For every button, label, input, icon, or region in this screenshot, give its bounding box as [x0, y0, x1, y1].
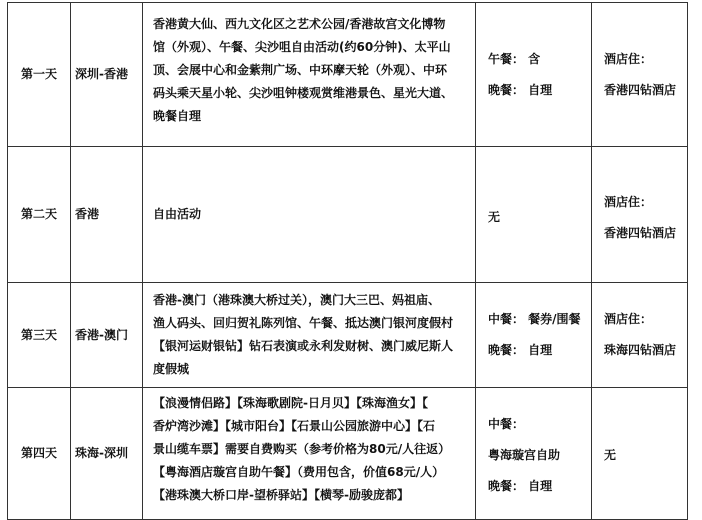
- hotel-cell: [592, 283, 688, 388]
- hotel-line: 酒店住：: [604, 194, 653, 209]
- detail-line: 顶、会展中心和金紫荆广场、中环摩天轮（外观）、中环: [153, 63, 448, 77]
- itinerary-detail-cell: [143, 147, 476, 283]
- hotel-line: 无: [604, 448, 617, 462]
- detail-line: 自由活动: [153, 207, 202, 221]
- table-row-day-2: [8, 147, 688, 283]
- table-row-day-4: [8, 388, 688, 520]
- meal-cell: [476, 3, 592, 147]
- meal-line: 晚餐： 自理: [488, 82, 553, 97]
- detail-line: 香港-澳门（港珠澳大桥过关），澳门大三巴、妈祖庙、: [153, 293, 440, 307]
- meal-cell: [476, 147, 592, 283]
- meal-cell: [476, 388, 592, 520]
- day-cell: 第二天: [8, 147, 71, 283]
- route-cell: 香港-澳门: [71, 283, 143, 388]
- detail-line: 香炉湾沙滩】【城市阳台】【石景山公园旅游中心】【石: [153, 419, 436, 433]
- detail-line: 景山缆车票】需要自费购买（参考价格为80元/人往返）: [153, 442, 451, 456]
- day-cell: 第三天: [8, 283, 71, 388]
- detail-line: 馆（外观）、午餐、尖沙咀自由活动(约60分钟)、太平山: [153, 40, 451, 54]
- route-cell: 香港: [71, 147, 143, 283]
- hotel-cell: [592, 147, 688, 283]
- detail-line: 【浪漫情侣路】【珠海歌剧院-日月贝】【珠海渔女】【: [153, 396, 428, 410]
- detail-line: 渔人码头、回归贺礼陈列馆、午餐、抵达澳门银河度假村: [153, 316, 454, 330]
- hotel-line: 香港四钻酒店: [604, 82, 677, 97]
- table-row-day-3: [8, 283, 688, 388]
- itinerary-table: [7, 2, 688, 520]
- table-row-day-1: [8, 3, 688, 147]
- detail-line: 香港黄大仙、西九文化区之艺术公园/香港故宫文化博物: [153, 17, 446, 31]
- itinerary-detail-cell: [143, 3, 476, 147]
- meal-line: 午餐： 含: [488, 51, 541, 66]
- hotel-line: 酒店住：: [604, 51, 653, 66]
- detail-line: 【粤海酒店璇宫自助午餐】（费用包含，价值68元/人）: [153, 465, 445, 479]
- meal-line: 中餐：: [488, 417, 525, 431]
- meal-line: 晚餐： 自理: [488, 479, 553, 493]
- meal-line: 中餐： 餐券/围餐: [488, 312, 581, 326]
- itinerary-detail-cell: [143, 388, 476, 520]
- hotel-line: 珠海四钻酒店: [604, 343, 677, 357]
- meal-line: 粤海璇宫自助: [488, 448, 561, 462]
- detail-line: 【银河运财银钻】钻石表演或永利发财树、澳门威尼斯人: [153, 339, 454, 353]
- detail-line: 【港珠澳大桥口岸-望桥驿站】【横琴-励骏庞都】: [153, 488, 409, 502]
- hotel-line: 香港四钻酒店: [604, 225, 677, 240]
- meal-line: 无: [488, 210, 501, 224]
- hotel-line: 酒店住：: [604, 312, 653, 326]
- detail-line: 码头乘天星小轮、尖沙咀钟楼观赏维港景色、星光大道、: [153, 86, 454, 100]
- meal-cell: [476, 283, 592, 388]
- hotel-cell: [592, 388, 688, 520]
- route-cell: 深圳-香港: [71, 3, 143, 147]
- day-cell: 第一天: [8, 3, 71, 147]
- meal-line: 晚餐： 自理: [488, 343, 553, 357]
- itinerary-detail-cell: [143, 283, 476, 388]
- route-cell: 珠海-深圳: [71, 388, 143, 520]
- day-cell: 第四天: [8, 388, 71, 520]
- detail-line: 度假城: [153, 362, 190, 376]
- detail-line: 晚餐自理: [153, 109, 202, 123]
- hotel-cell: [592, 3, 688, 147]
